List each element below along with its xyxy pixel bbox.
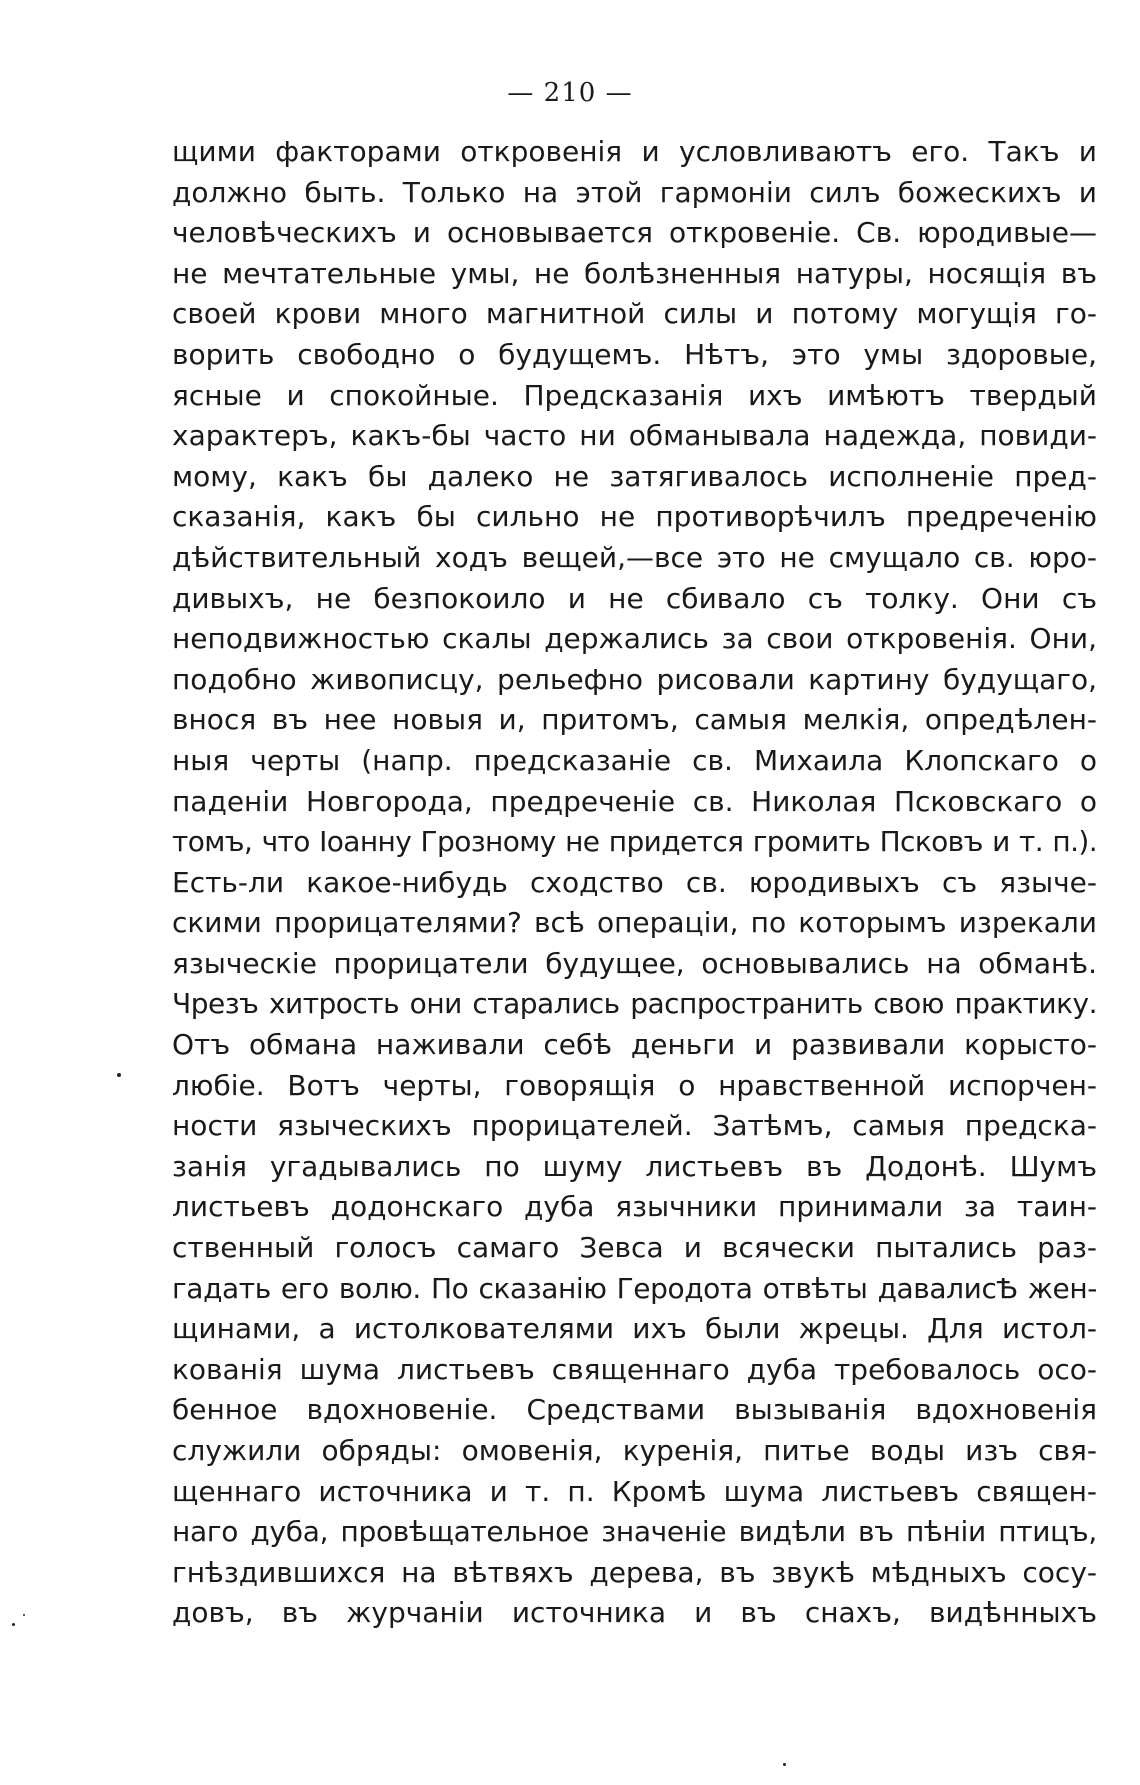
text-line: не мечтательные умы, не болѣзненныя натуры, носящія въ — [172, 256, 1097, 290]
text-line: Отъ обмана наживали себѣ деньги и развивали корысто- — [172, 1028, 1097, 1062]
text-line: своей крови много магнитной силы и потому могущія го- — [172, 297, 1097, 331]
text-line: занія угадывались по шуму листьевъ въ Додонѣ. Шумъ — [172, 1149, 1097, 1183]
text-line: языческіе прорицатели будущее, основывались на обманѣ. — [172, 946, 1097, 980]
text-line: человѣческихъ и основывается откровеніе. Св. юродивые— — [172, 216, 1097, 250]
text-line: сказанія, какъ бы сильно не противорѣчилъ предреченію — [172, 500, 1097, 534]
text-line: наго дуба, провѣщательное значеніе видѣли въ пѣніи птицъ, — [172, 1515, 1097, 1549]
text-line: дѣйствительный ходъ вещей,—все это не смущало св. юро- — [172, 540, 1097, 574]
text-line: Есть-ли какое-нибудь сходство св. юродивыхъ съ языче- — [172, 865, 1097, 899]
text-line: щинами, а истолкователями ихъ были жрецы. Для истол- — [172, 1312, 1097, 1346]
text-line: характеръ, какъ-бы часто ни обманывала надежда, повиди- — [172, 419, 1097, 453]
scan-speck — [12, 1623, 15, 1626]
text-line: бенное вдохновеніе. Средствами вызыванія вдохновенія — [172, 1393, 1097, 1427]
text-line: ныя черты (напр. предсказаніе св. Михаила Клопскаго о — [172, 743, 1097, 777]
text-line: мому, какъ бы далеко не затягивалось исполненіе пред- — [172, 459, 1097, 493]
text-line: щеннаго источника и т. п. Кромѣ шума листьевъ священ- — [172, 1474, 1097, 1508]
text-line: кованія шума листьевъ священнаго дуба требовалось осо- — [172, 1352, 1097, 1386]
text-line: щими факторами откровенія и условливаютъ его. Такъ и — [172, 135, 1097, 168]
text-line: паденіи Новгорода, предреченіе св. Николая Псковскаго о — [172, 784, 1097, 818]
text-line: подобно живописцу, рельефно рисовали картину будущаго, — [172, 662, 1097, 696]
text-line: ворить свободно о будущемъ. Нѣтъ, это умы здоровые, — [172, 337, 1097, 371]
text-line: гнѣздившихся на вѣтвяхъ дерева, въ звукѣ мѣдныхъ сосу- — [172, 1555, 1097, 1589]
text-line: служили обряды: омовенія, куренія, питье воды изъ свя- — [172, 1434, 1097, 1467]
scan-speck — [23, 1614, 25, 1616]
text-line: ясные и спокойные. Предсказанія ихъ имѣютъ твердый — [172, 378, 1097, 412]
text-line: довъ, въ журчаніи источника и въ снахъ, видѣнныхъ — [172, 1596, 1097, 1630]
text-line: дивыхъ, не безпокоило и не сбивало съ толку. Они съ — [172, 581, 1097, 615]
scan-speck — [783, 1763, 786, 1766]
text-line: гадать его волю. По сказанію Геродота отвѣты давалисѢ жен- — [172, 1271, 1097, 1305]
page-number: — 210 — — [507, 78, 633, 108]
text-line: ности языческихъ прорицателей. Затѣмъ, самыя предска- — [172, 1109, 1097, 1143]
text-line: ственный голосъ самаго Зевса и всячески пытались раз- — [172, 1231, 1097, 1265]
text-line: внося въ нее новыя и, притомъ, самыя мелкія, опредѣлен- — [172, 703, 1097, 737]
text-line: листьевъ додонскаго дуба язычники принимали за таин- — [172, 1190, 1097, 1224]
text-line: должно быть. Только на этой гармоніи силъ божескихъ и — [172, 175, 1097, 209]
scan-speck — [117, 1073, 121, 1077]
text-line: томъ, что Іоанну Грозному не придется громить Псковъ и т. п.). — [172, 825, 1097, 859]
text-line: скими прорицателями? всѣ операціи, по которымъ изрекали — [172, 906, 1097, 940]
body-text — [172, 132, 1097, 1634]
text-line: любіе. Вотъ черты, говорящія о нравственной испорчен- — [172, 1068, 1097, 1102]
text-line: Чрезъ хитрость они старались распространить свою практику. — [172, 987, 1097, 1021]
text-line: неподвижностью скалы держались за свои откровенія. Они, — [172, 622, 1097, 656]
